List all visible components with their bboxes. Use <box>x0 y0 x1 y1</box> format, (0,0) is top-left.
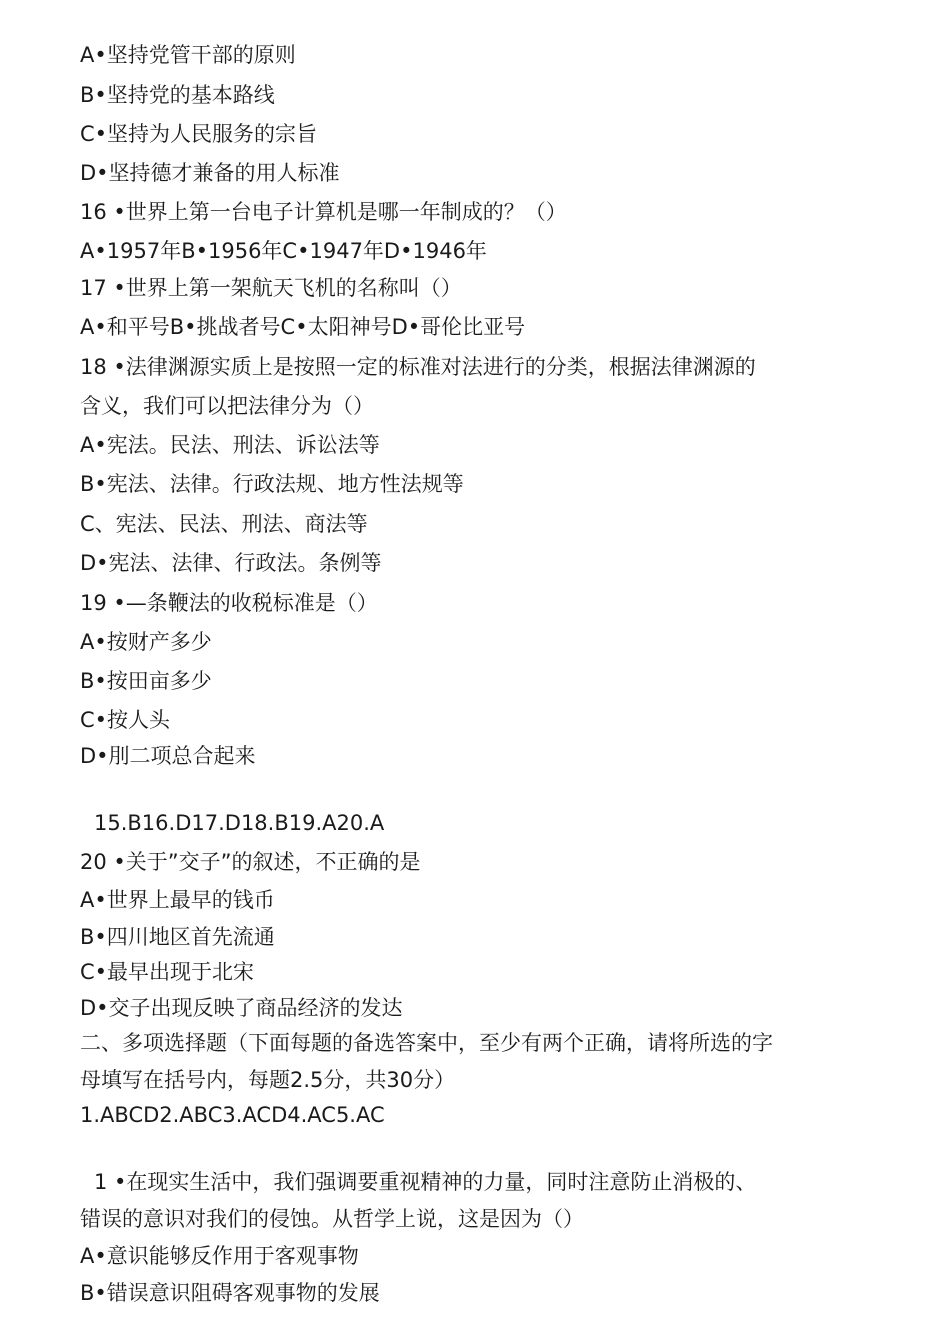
question-16: 16 •世界上第一台电子计算机是哪一年制成的？（） <box>80 200 567 224</box>
option-line: A•世界上最早的钱币 <box>80 888 275 912</box>
option-line: D•交子出现反映了商品经济的发达 <box>80 996 403 1020</box>
option-line: B•按田亩多少 <box>80 669 212 693</box>
option-line: C•最早出现于北宋 <box>80 960 255 984</box>
option-line: D•宪法、法律、行政法。条例等 <box>80 551 382 575</box>
option-line: B•宪法、法律。行政法规、地方性法规等 <box>80 472 464 496</box>
question-20: 20 •关于”交子”的叙述，不正确的是 <box>80 850 421 874</box>
question-1-line-1: 1 •在现实生活中，我们强调要重视精神的力量，同时注意防止消极的、 <box>94 1170 757 1194</box>
option-line: D•刖二项总合起来 <box>80 744 256 768</box>
option-line: C•坚持为人民服务的宗旨 <box>80 122 318 146</box>
question-17: 17 •世界上第一架航天飞机的名称叫（） <box>80 276 462 300</box>
question-18-line-2: 含义，我们可以把法律分为（） <box>80 394 374 418</box>
option-line: C、宪法、民法、刑法、商法等 <box>80 512 368 536</box>
option-line: D•坚持德才兼备的用人标准 <box>80 161 340 185</box>
question-19: 19 •—条鞭法的收税标准是（） <box>80 591 378 615</box>
answer-key: 15.B16.D17.D18.B19.A20.A <box>94 811 385 835</box>
option-line: A•意识能够反作用于客观事物 <box>80 1244 359 1268</box>
option-line: B•坚持党的基本路线 <box>80 83 275 107</box>
option-line: A•按财产多少 <box>80 630 212 654</box>
question-18-line-1: 18 •法律渊源实质上是按照一定的标准对法进行的分类，根据法律渊源的 <box>80 355 756 379</box>
option-line: A•坚持党管干部的原则 <box>80 43 296 67</box>
option-line: B•四川地区首先流通 <box>80 925 275 949</box>
option-line: C•按人头 <box>80 708 171 732</box>
options-17: A•和平号B•挑战者号C•太阳神号D•哥伦比亚号 <box>80 315 526 339</box>
option-line: A•宪法。民法、刑法、诉讼法等 <box>80 433 380 457</box>
answer-key: 1.ABCD2.ABC3.ACD4.AC5.AC <box>80 1103 385 1127</box>
options-16: A•1957年B•1956年C•1947年D•1946年 <box>80 239 487 263</box>
section-heading-line-2: 母填写在括号内，每题2.5分，共30分） <box>80 1068 456 1092</box>
section-heading-line-1: 二、多项选择题（下面每题的备选答案中，至少有两个正确，请将所选的字 <box>80 1031 773 1055</box>
option-line: B•错误意识阻碍客观事物的发展 <box>80 1281 380 1305</box>
question-1-line-2: 错误的意识对我们的侵蚀。从哲学上说，这是因为（） <box>80 1207 584 1231</box>
